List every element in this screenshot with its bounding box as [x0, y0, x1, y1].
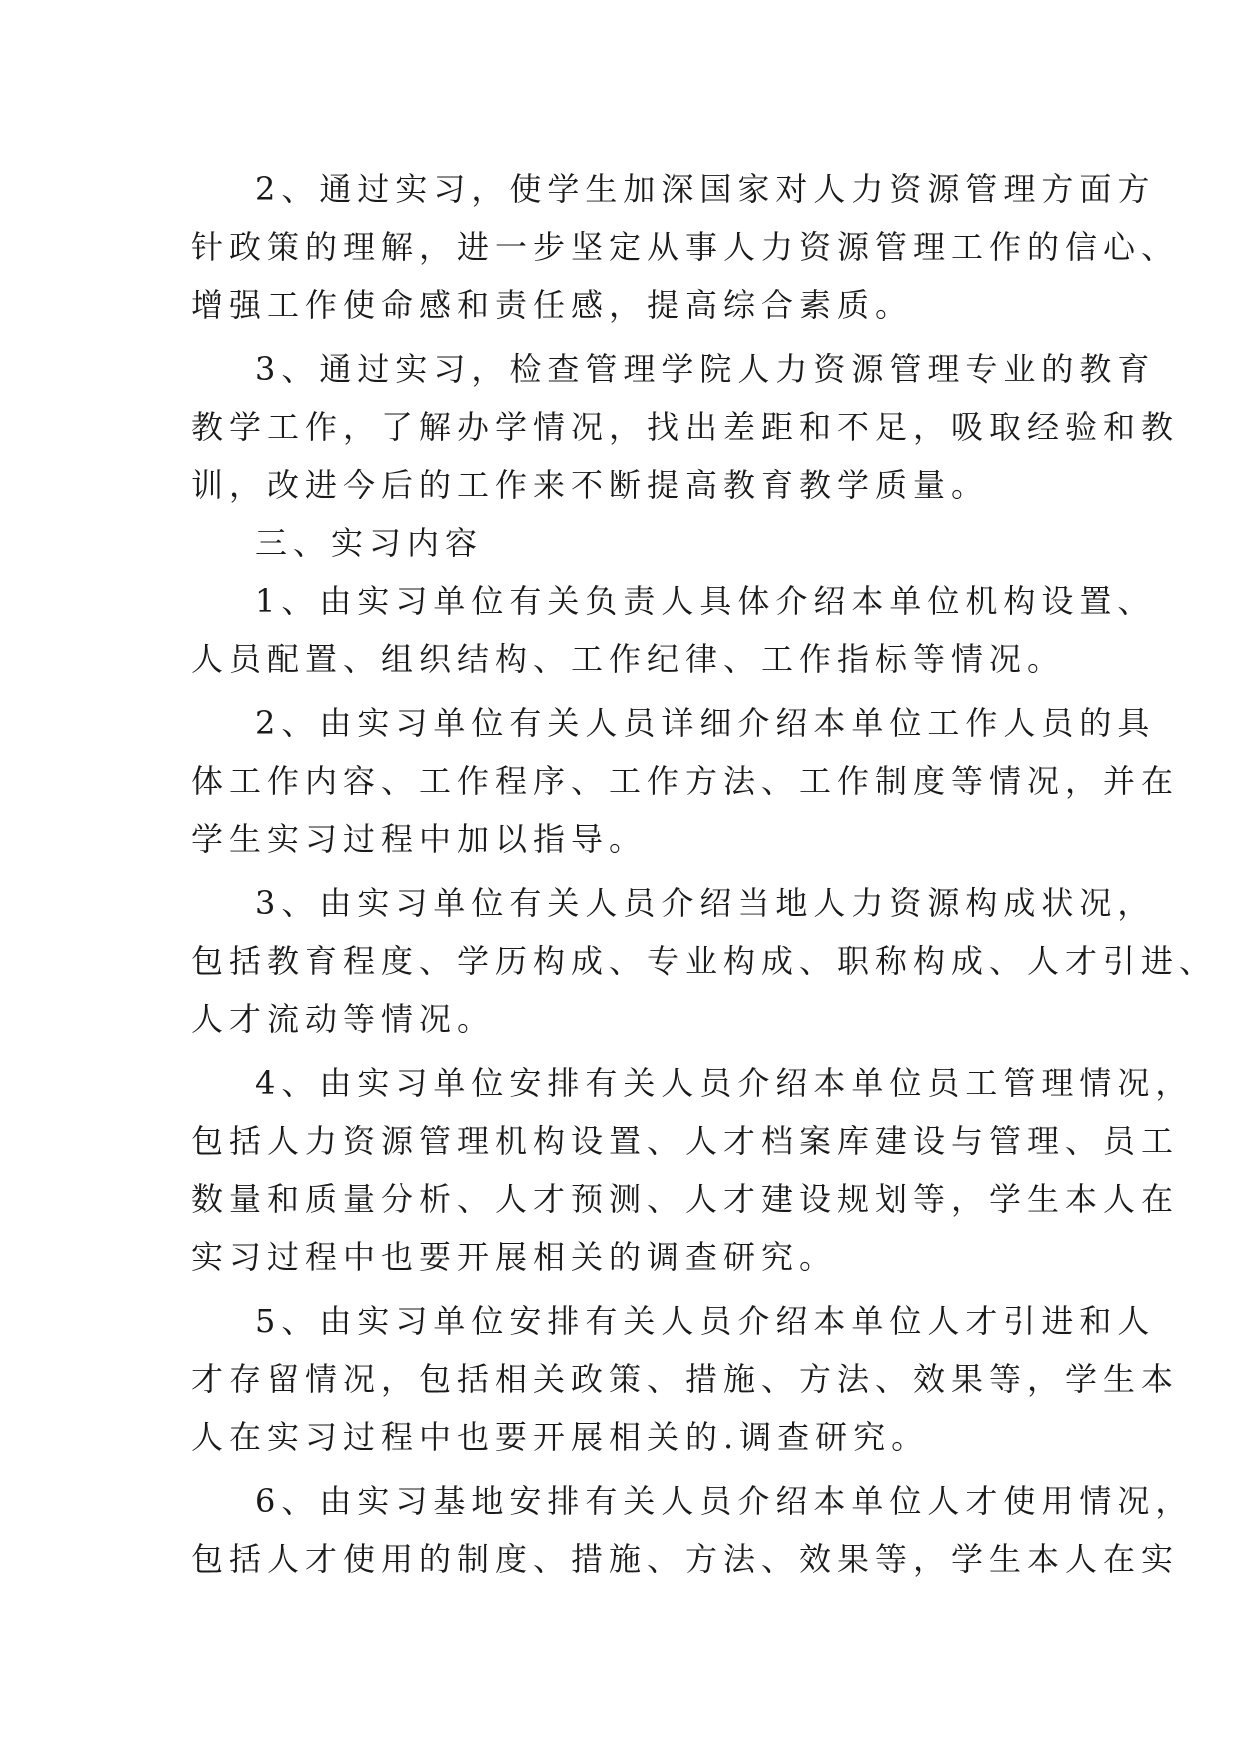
paragraph-content-6	[191, 1472, 1194, 1588]
text-line: 2、通过实习，使学生加深国家对人力资源管理方面方	[255, 170, 1156, 208]
text-line: 针政策的理解，进一步坚定从事人力资源管理工作的信心、	[191, 228, 1180, 266]
text-line: 4、由实习单位安排有关人员介绍本单位员工管理情况，	[255, 1064, 1194, 1102]
paragraph-content-3	[191, 874, 1218, 1048]
text-line: 体工作内容、工作程序、工作方法、工作制度等情况，并在	[191, 762, 1180, 800]
text-line: 包括教育程度、学历构成、专业构成、职称构成、人才引进、	[191, 942, 1218, 980]
text-line: 数量和质量分析、人才预测、人才建设规划等，学生本人在	[191, 1180, 1180, 1218]
text-line: 学生实习过程中加以指导。	[191, 820, 648, 858]
section-heading	[191, 514, 1071, 572]
text-line: 人才流动等情况。	[191, 1000, 496, 1038]
document-body	[191, 160, 1218, 1588]
text-line: 人在实习过程中也要开展相关的.调查研究。	[191, 1418, 930, 1456]
text-line: 3、通过实习，检查管理学院人力资源管理专业的教育	[255, 350, 1156, 388]
text-line: 包括人才使用的制度、措施、方法、效果等，学生本人在实	[191, 1540, 1180, 1578]
text-line: 5、由实习单位安排有关人员介绍本单位人才引进和人	[255, 1302, 1156, 1340]
text-line: 实习过程中也要开展相关的调查研究。	[191, 1238, 838, 1276]
text-line: 1、由实习单位有关负责人具体介绍本单位机构设置、	[255, 582, 1156, 620]
text-line: 训，改进今后的工作来不断提高教育教学质量。	[191, 466, 990, 504]
paragraph-content-4	[191, 1054, 1194, 1286]
text-line: 3、由实习单位有关人员介绍当地人力资源构成状况，	[255, 884, 1156, 922]
paragraph-content-2	[191, 694, 1180, 868]
text-line: 2、由实习单位有关人员详细介绍本单位工作人员的具	[255, 704, 1156, 742]
paragraph-goal-3	[191, 340, 1180, 514]
text-line: 才存留情况，包括相关政策、措施、方法、效果等，学生本	[191, 1360, 1180, 1398]
text-line: 6、由实习基地安排有关人员介绍本单位人才使用情况，	[255, 1482, 1194, 1520]
text-line: 教学工作，了解办学情况，找出差距和不足，吸取经验和教	[191, 408, 1180, 446]
paragraph-content-5	[191, 1292, 1180, 1466]
text-line: 增强工作使命感和责任感，提高综合素质。	[191, 286, 914, 324]
paragraph-content-1	[191, 572, 1156, 688]
paragraph-goal-2	[191, 160, 1180, 334]
section-heading-text: 三、实习内容	[255, 524, 484, 562]
text-line: 人员配置、组织结构、工作纪律、工作指标等情况。	[191, 640, 1066, 678]
text-line: 包括人力资源管理机构设置、人才档案库建设与管理、员工	[191, 1122, 1180, 1160]
